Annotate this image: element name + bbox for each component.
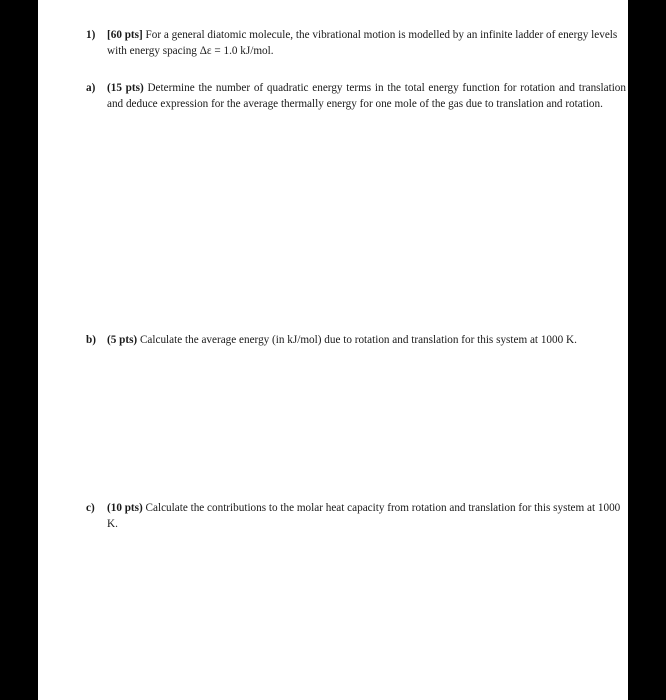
question-c-text: Calculate the contributions to the molar heat capacity from rotation and translation for this system at 1000 K.: [107, 502, 621, 530]
question-c-body: [107, 500, 626, 532]
question-a-text: Determine the number of quadratic energy terms in the total energy function for rotation and translation and deduce expression for the average thermally energy for one mole of the gas due to translation and rotation.: [107, 82, 626, 110]
question-1-number: 1): [86, 29, 96, 41]
document-page: [38, 0, 628, 700]
question-1-text: For a general diatomic molecule, the vibrational motion is modelled by an infinite ladder of energy levels with energy spacing Δε = 1.0 kJ/mol.: [107, 29, 618, 57]
question-b-text: Calculate the average energy (in kJ/mol) due to rotation and translation for this system at 1000 K.: [139, 334, 577, 346]
question-b-label: b): [86, 334, 96, 346]
question-1-body: [107, 27, 626, 59]
question-1: [86, 27, 626, 59]
question-1-points: [60 pts]: [107, 29, 143, 41]
question-b-body: [107, 332, 626, 348]
question-b-points: (5 pts): [107, 334, 138, 346]
question-a-points: (15 pts): [107, 82, 144, 94]
question-c-label: c): [86, 502, 95, 514]
question-a-label: a): [86, 82, 96, 94]
question-c-points: (10 pts): [107, 502, 143, 514]
question-a-body: [107, 80, 626, 112]
question-c: [86, 500, 626, 532]
question-b: [86, 332, 626, 348]
question-a: [86, 80, 626, 112]
